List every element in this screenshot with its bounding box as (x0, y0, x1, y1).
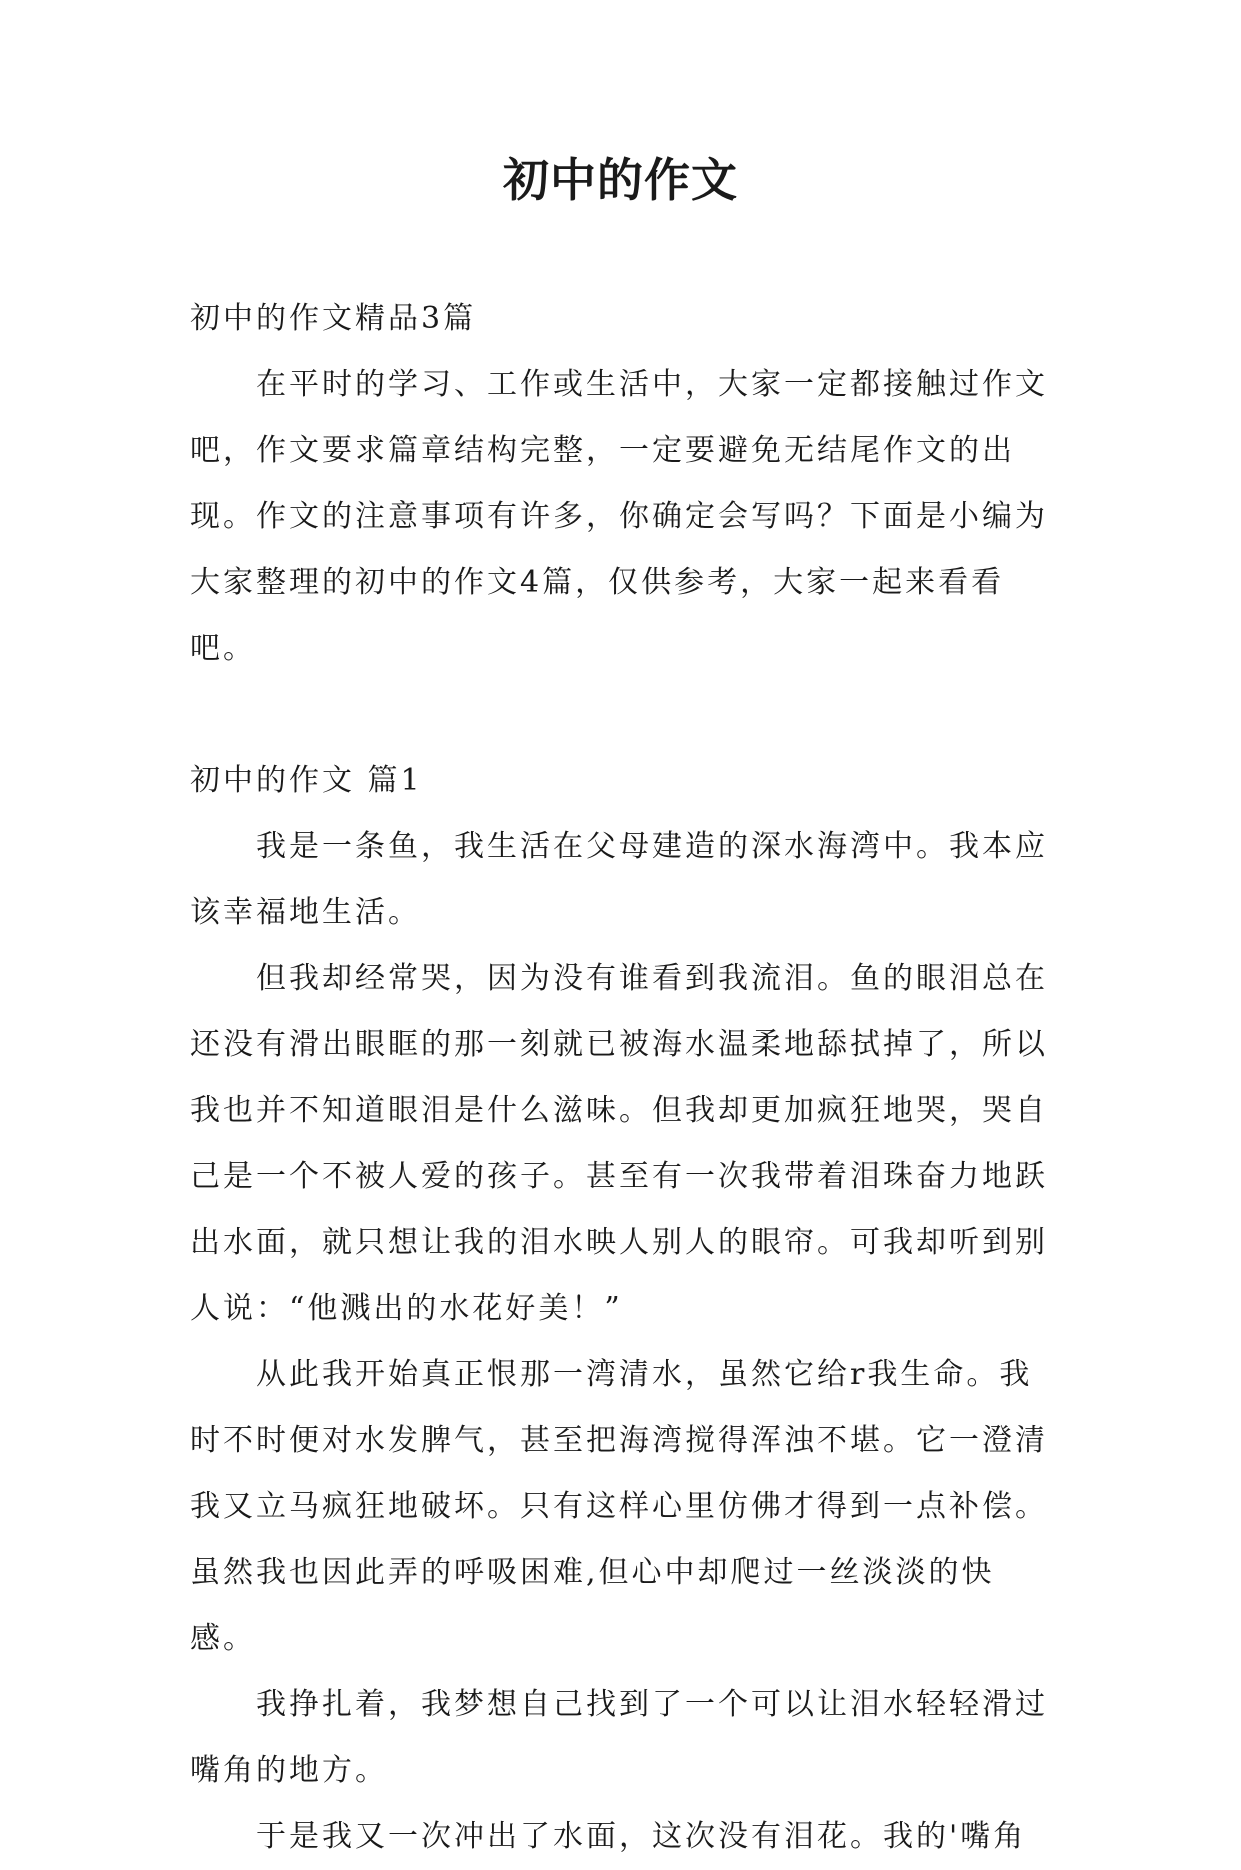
document-body (190, 286, 1052, 1870)
body-paragraph: 从此我开始真正恨那一湾清水，虽然它给r我生命。我时不时便对水发脾气，甚至把海湾搅得浑浊不堪。它一澄清我又立马疯狂地破坏。只有这样心里仿佛才得到一点补偿。虽然我也因此弄的呼吸困难,但心中却爬过一丝淡淡的快感。 (190, 1357, 1048, 1656)
section-heading: 初中的作文 篇1 (190, 763, 423, 798)
document-title: 初中的作文 (503, 153, 738, 207)
body-paragraph: 我是一条鱼，我生活在父母建造的深水海湾中。我本应该幸福地生活。 (190, 829, 1048, 930)
section-spacer (190, 682, 1052, 748)
intro-heading: 初中的作文精品3篇 (190, 301, 477, 336)
body-paragraph: 我挣扎着，我梦想自己找到了一个可以让泪水轻轻滑过嘴角的地方。 (190, 1687, 1048, 1788)
body-paragraph: 于是我又一次冲出了水面，这次没有泪花。我的'嘴角 (256, 1819, 1027, 1854)
body-paragraph: 但我却经常哭，因为没有谁看到我流泪。鱼的眼泪总在还没有滑出眼眶的那一刻就已被海水温柔地舔拭掉了，所以我也并不知道眼泪是什么滋味。但我却更加疯狂地哭，哭自己是一个不被人爱的孩子。甚至有一次我带着泪珠奋力地跃出水面，就只想让我的泪水映人别人的眼帘。可我却听到别人说：“他溅出的水花好美！” (190, 961, 1048, 1326)
intro-paragraph: 在平时的学习、工作或生活中，大家一定都接触过作文吧，作文要求篇章结构完整，一定要避免无结尾作文的出现。作文的注意事项有许多，你确定会写吗？下面是小编为大家整理的初中的作文4篇，仅供参考，大家一起来看看吧。 (190, 367, 1048, 666)
